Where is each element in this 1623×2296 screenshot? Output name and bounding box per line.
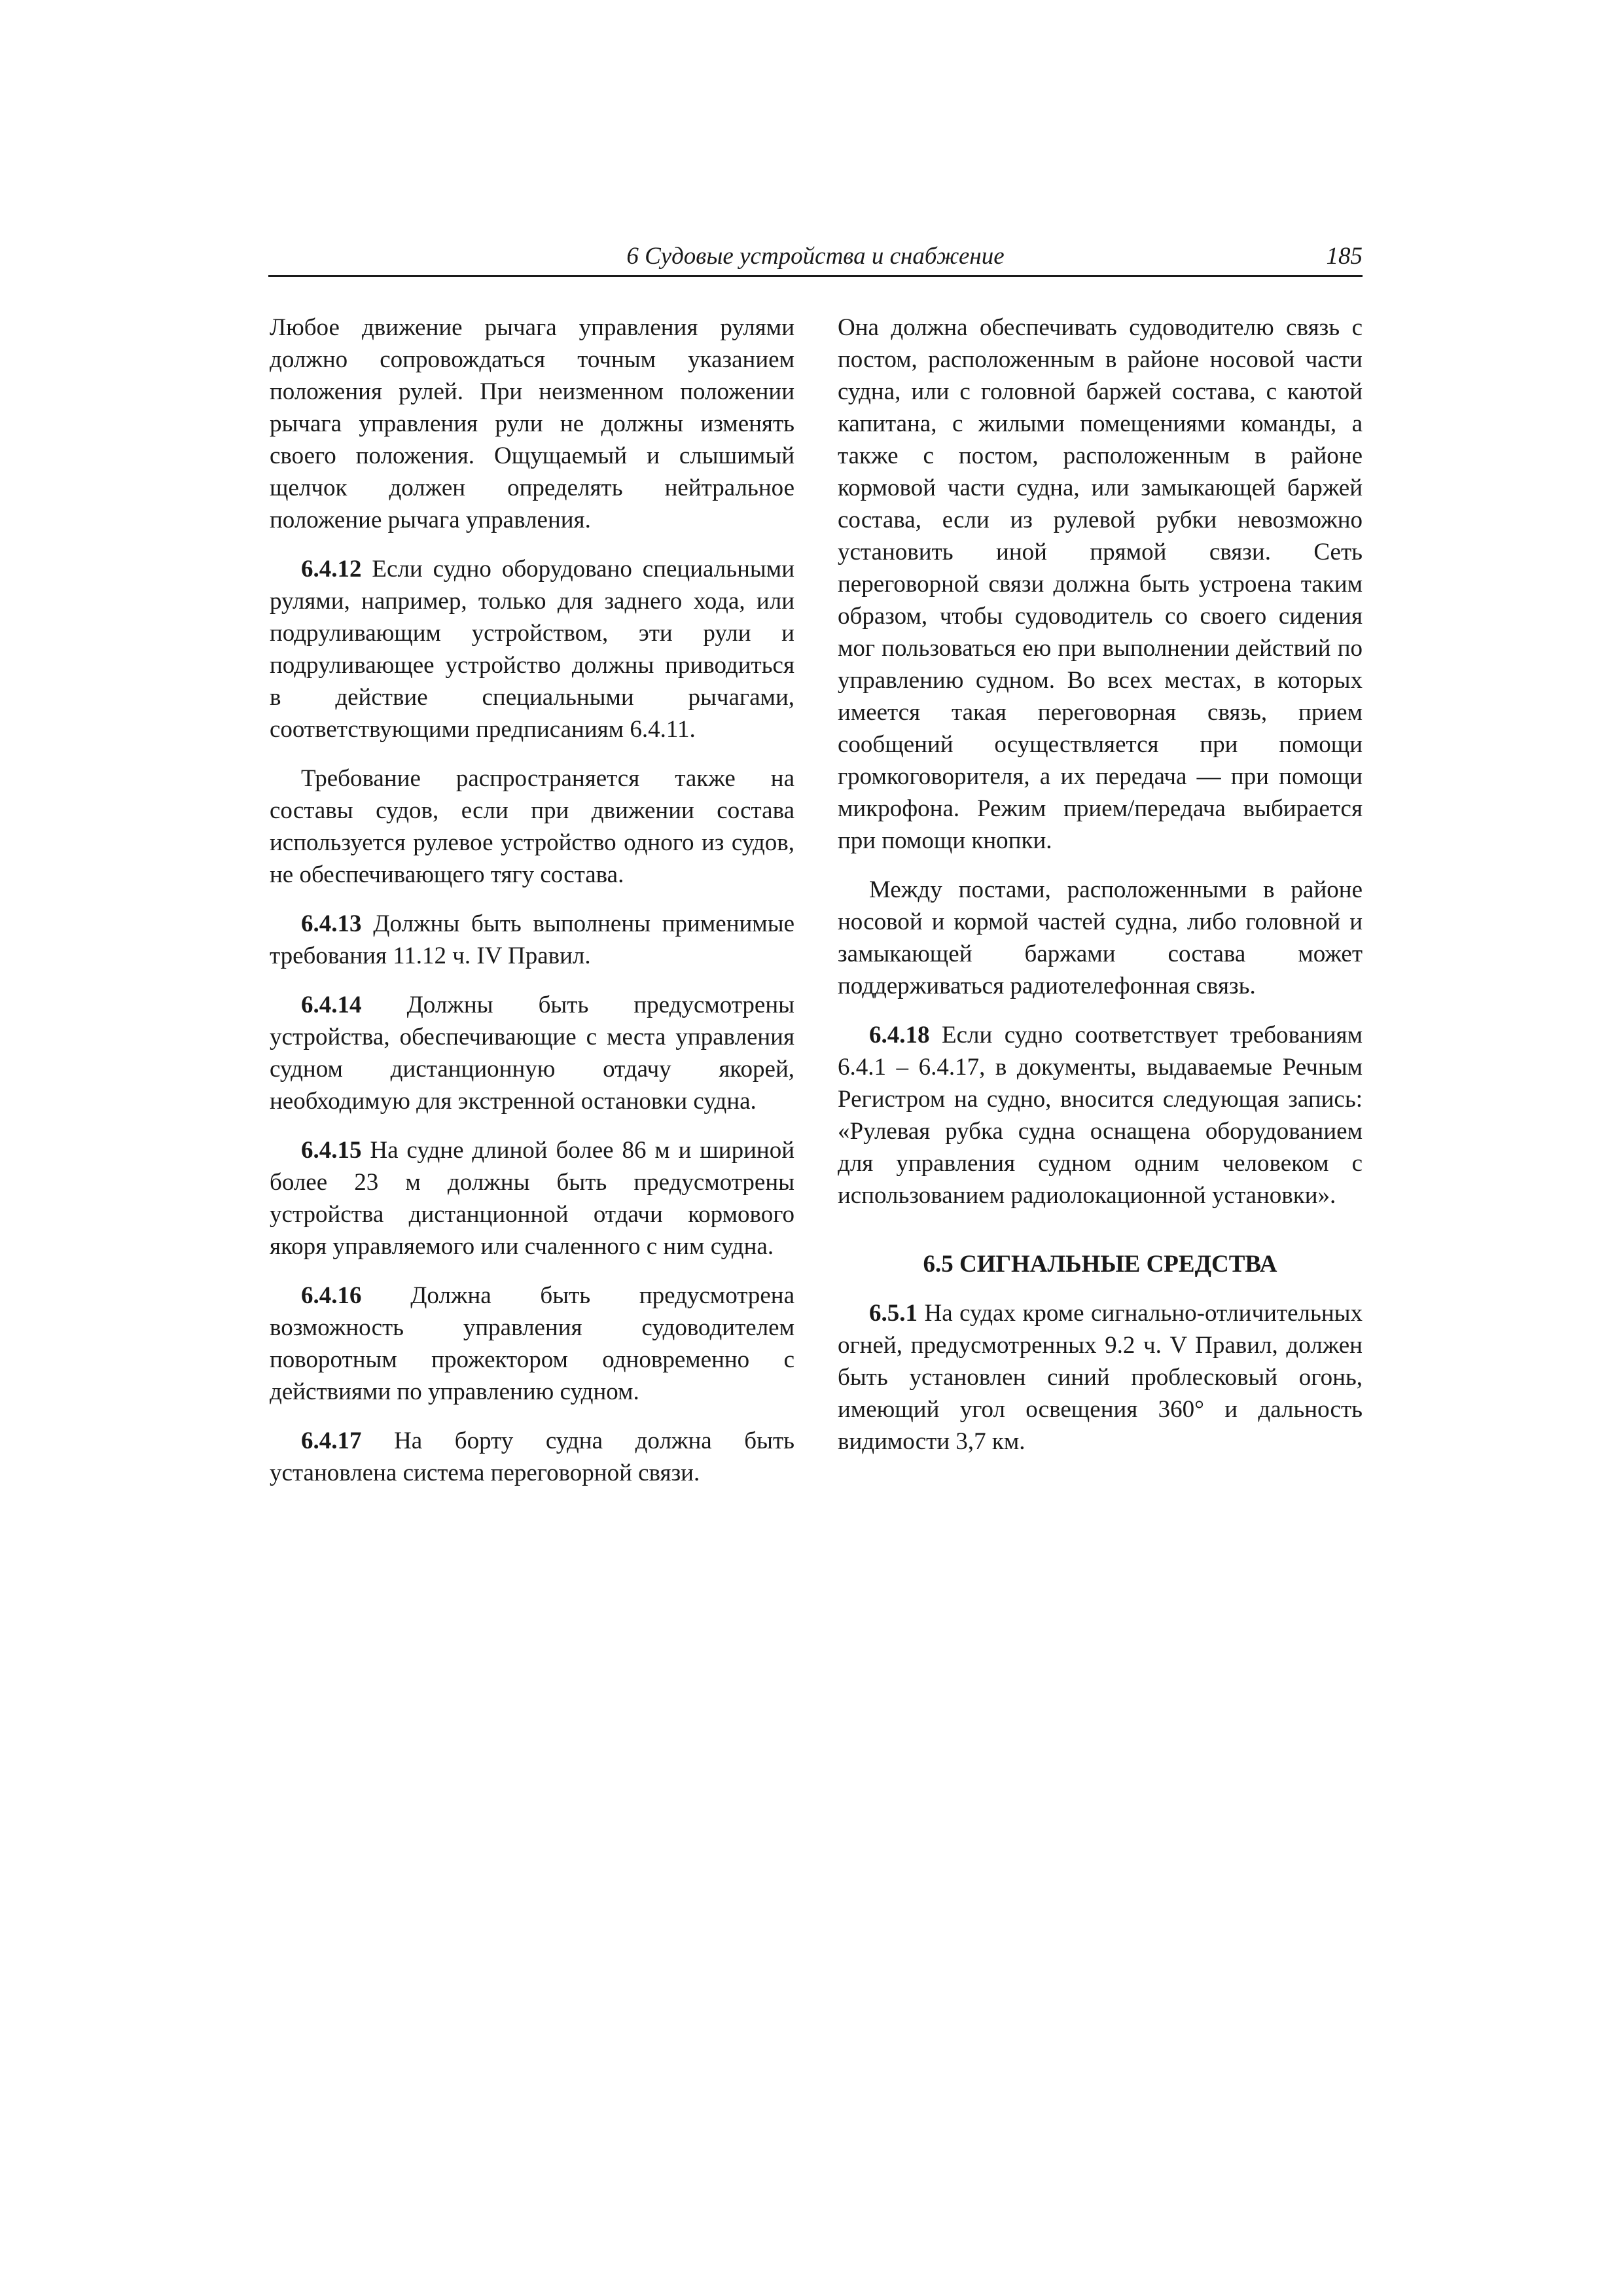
paragraph: 6.4.17 На борту судна должна быть установлена система переговорной связи. [270,1427,794,1486]
clause-number: 6.4.18 [869,1022,930,1049]
clause-number: 6.4.14 [301,992,362,1018]
paragraph: Между постами, расположенными в районе носовой и кормой частей судна, либо головной и замыкающей баржами состава может поддерживаться радиотелефонная связь. [838,876,1363,999]
clause-number: 6.5.1 [869,1300,918,1327]
paragraph: Она должна обеспечивать судоводителю связь с постом, расположенным в районе носовой части судна, или с головной баржей состава, с каютой капитана, с жилыми помещениями команды, а также с постом, расположенным в районе кормовой части судна, или замыкающей баржей состава, если из рулевой рубки невозможно установить иной прямой связи. Сеть переговорной связи должна быть устроена таким образом, чтобы судоводитель со своего сидения мог пользоваться ею при выполнении действий по управлению судном. Во всех местах, в которых имеется такая переговорная связь, прием сообщений осуществляется при помощи громкоговорителя, а их передача — при помощи микрофона. Режим прием/передача выбирается при помощи кнопки. [838,314,1363,854]
clause-number: 6.4.17 [301,1427,362,1454]
paragraph: Любое движение рычага управления рулями должно сопровождаться точным указанием положения рулей. При неизменном положении рычага управления рули не должны изменять своего положения. Ощущаемый и слышимый щелчок должен определять нейтральное положение рычага управления. [270,314,794,533]
running-title: 6 Судовые устройства и снабжение [626,243,1005,270]
left-column [270,312,794,1506]
paragraph: 6.4.18 Если судно соответствует требованиям 6.4.1 – 6.4.17, в документы, выдаваемые Речным Регистром на судно, вносится следующая запись: «Рулевая рубка судна оснащена оборудованием для управления судном одним человеком с использованием радиолокационной установки». [838,1022,1363,1209]
paragraph: 6.4.16 Должна быть предусмотрена возможность управления судоводителем поворотным прожектором одновременно с действиями по управлению судном. [270,1282,794,1405]
paragraph: Требование распространяется также на составы судов, если при движении состава используется рулевое устройство одного из судов, не обеспечивающего тягу состава. [270,765,794,888]
paragraph: 6.4.15 На судне длиной более 86 м и шириной более 23 м должны быть предусмотрены устройства дистанционной отдачи кормового якоря управляемого или счаленного с ним судна. [270,1137,794,1260]
section-heading: 6.5 СИГНАЛЬНЫЕ СРЕДСТВА [923,1251,1277,1278]
paragraph: 6.4.14 Должны быть предусмотрены устройства, обеспечивающие с места управления судном дистанционную отдачу якорей, необходимую для экстренной остановки судна. [270,992,794,1115]
clause-number: 6.4.15 [301,1137,362,1164]
clause-number: 6.4.13 [301,910,362,937]
clause-number: 6.4.12 [301,556,362,583]
clause-number: 6.4.16 [301,1282,362,1309]
paragraph: 6.5.1 На судах кроме сигнально-отличительных огней, предусмотренных 9.2 ч. V Правил, должен быть установлен синий проблесковый огонь, имеющий угол освещения 360° и дальность видимости 3,7 км. [838,1300,1363,1455]
page-number: 185 [1326,243,1363,270]
paragraph: 6.4.12 Если судно оборудовано специальными рулями, например, только для заднего хода, или подруливающим устройством, эти рули и подруливающее устройство должны приводиться в действие специальными рычагами, соответствующими предписаниям 6.4.11. [270,556,794,743]
paragraph: 6.4.13 Должны быть выполнены применимые требования 11.12 ч. IV Правил. [270,910,794,969]
running-header [268,241,1363,277]
right-column [838,312,1363,1475]
